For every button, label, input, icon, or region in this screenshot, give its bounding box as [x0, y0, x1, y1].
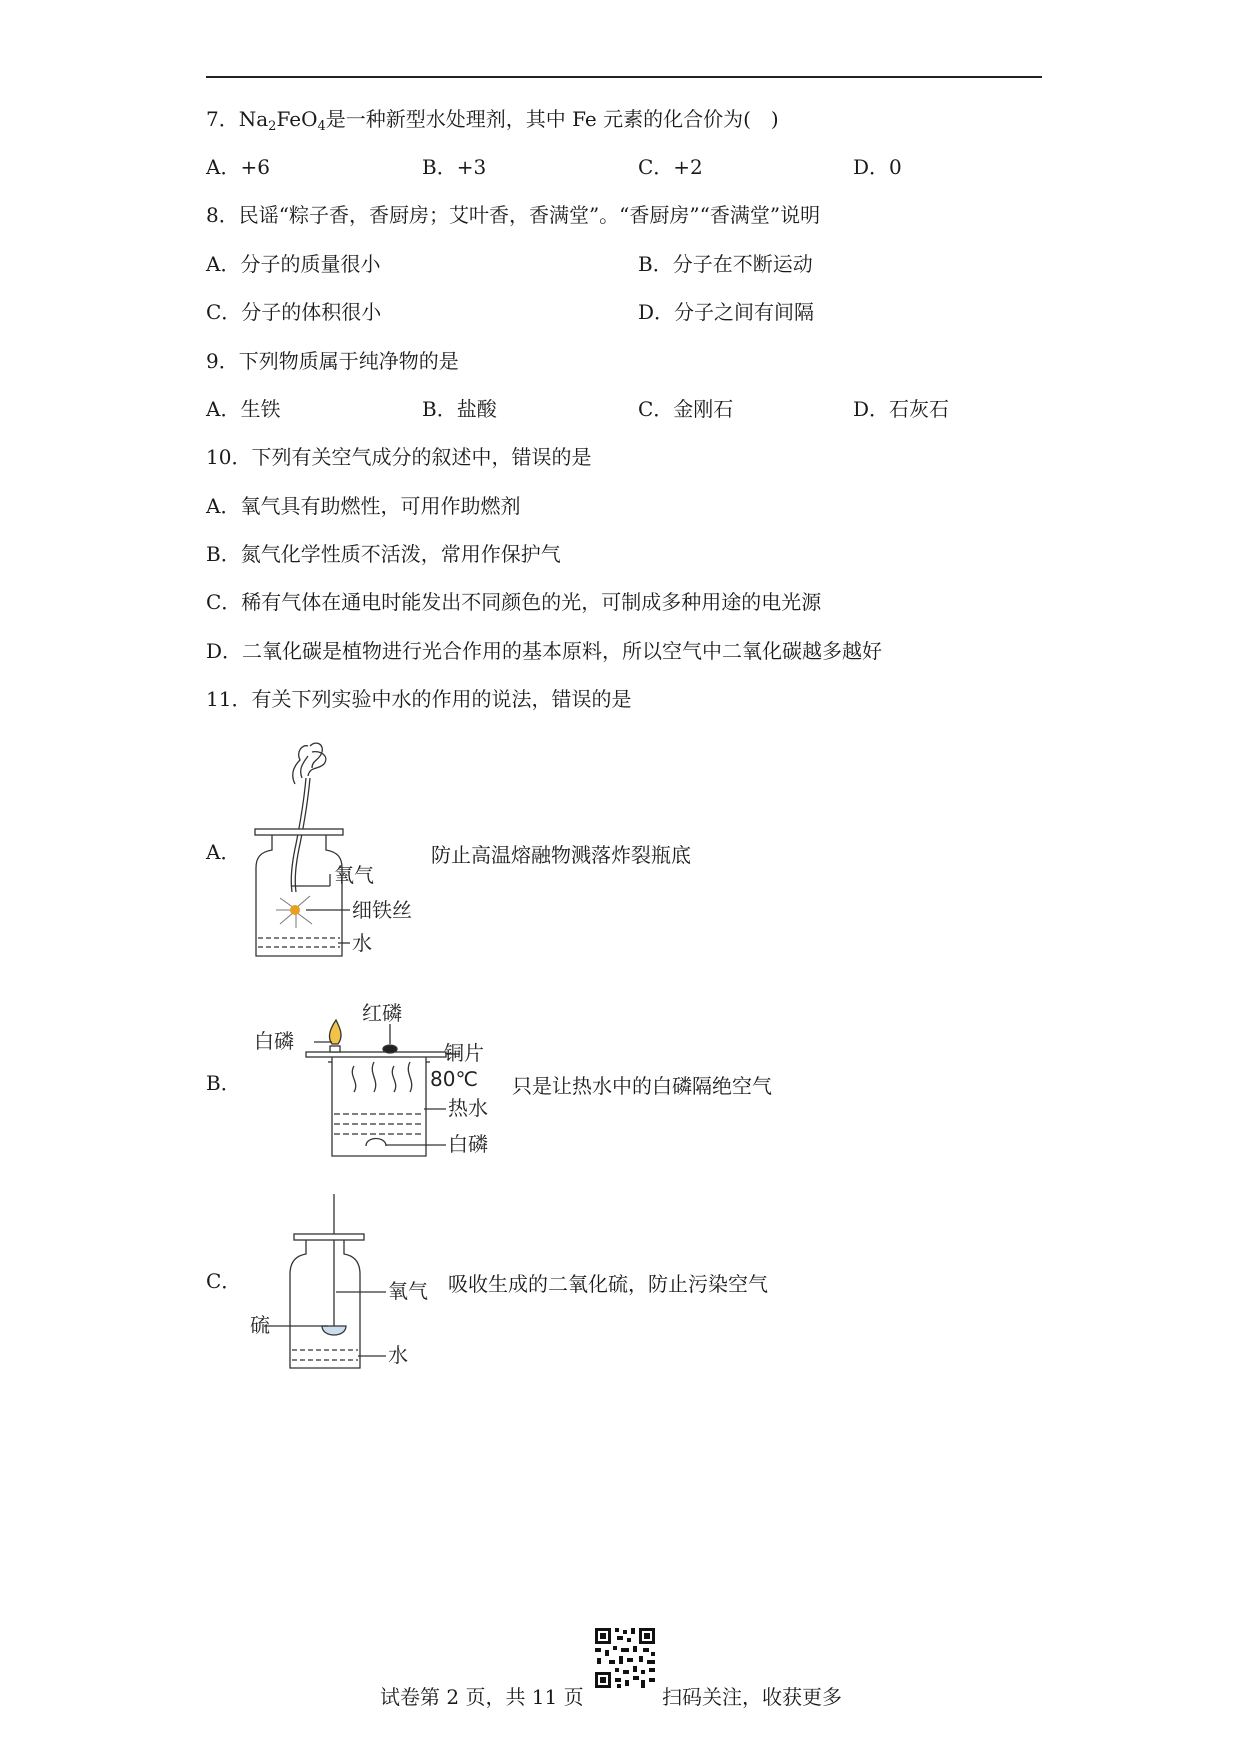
question-8-stem: 8．民谣“粽子香，香厨房；艾叶香，香满堂”。“香厨房”“香满堂”说明 — [206, 203, 821, 227]
q10-option-b[interactable]: B．氮气化学性质不活泼，常用作保护气 — [206, 542, 561, 566]
header-rule — [206, 76, 1042, 78]
q10-option-a[interactable]: A．氧气具有助燃性，可用作助燃剂 — [206, 494, 521, 518]
q9-option-a[interactable]: A．生铁 — [206, 397, 281, 421]
formula-subscript: 2 — [268, 119, 277, 134]
q11-option-b-text[interactable]: 只是让热水中的白磷隔绝空气 — [512, 1074, 772, 1098]
q10-option-c[interactable]: C．稀有气体在通电时能发出不同颜色的光，可制成多种用途的电光源 — [206, 590, 822, 614]
fig-a-label-iron-wire: 细铁丝 — [352, 898, 412, 922]
fig-a-label-water: 水 — [352, 931, 372, 955]
q11-option-c-text[interactable]: 吸收生成的二氧化硫，防止污染空气 — [448, 1272, 768, 1296]
q10-option-d[interactable]: D．二氧化碳是植物进行光合作用的基本原料，所以空气中二氧化碳越多越好 — [206, 639, 883, 663]
question-9-stem: 9．下列物质属于纯净物的是 — [206, 349, 459, 373]
fig-b-label-hot-water: 热水 — [448, 1096, 488, 1120]
q9-option-b[interactable]: B．盐酸 — [422, 397, 497, 421]
fig-c-label-oxygen: 氧气 — [388, 1279, 428, 1303]
question-7-stem — [206, 106, 779, 140]
fig-b-label-white-phosphorus-bottom: 白磷 — [448, 1132, 488, 1156]
q7-option-d[interactable]: D．0 — [853, 155, 902, 179]
q8-option-d[interactable]: D．分子之间有间隔 — [638, 300, 815, 324]
fig-b-label-temperature: 80℃ — [430, 1067, 478, 1091]
fig-b-label-white-phosphorus-top: 白磷 — [254, 1029, 294, 1053]
q8-option-c[interactable]: C．分子的体积很小 — [206, 300, 382, 324]
q7-option-c[interactable]: C．+2 — [638, 155, 703, 179]
q9-option-d[interactable]: D．石灰石 — [853, 397, 950, 421]
fig-c-label-sulfur: 硫 — [250, 1313, 270, 1337]
q7-option-a[interactable]: A．+6 — [206, 155, 270, 179]
formula-part: Na — [238, 107, 269, 131]
q9-option-c[interactable]: C．金刚石 — [638, 397, 734, 421]
fig-c-label-water: 水 — [388, 1343, 408, 1367]
q8-option-a[interactable]: A．分子的质量很小 — [206, 252, 381, 276]
q11-option-a-text[interactable]: 防止高温熔融物溅落炸裂瓶底 — [431, 843, 691, 867]
q11-option-b-letter[interactable]: B． — [206, 1071, 241, 1095]
phosphorus-combustion-figure — [254, 996, 490, 1166]
fig-b-label-red-phosphorus: 红磷 — [362, 1001, 402, 1025]
question-10-stem: 10．下列有关空气成分的叙述中，错误的是 — [206, 445, 592, 469]
question-11-stem: 11．有关下列实验中水的作用的说法，错误的是 — [206, 687, 632, 711]
burning-point — [290, 905, 300, 915]
q8-option-b[interactable]: B．分子在不断运动 — [638, 252, 813, 276]
formula-subscript: 4 — [317, 119, 326, 134]
question-text: 是一种新型水处理剂，其中 Fe 元素的化合价为( ) — [325, 107, 779, 131]
q11-option-c-letter[interactable]: C． — [206, 1269, 242, 1293]
page-number-text: 试卷第 2 页，共 11 页 — [380, 1685, 584, 1709]
fig-a-label-oxygen: 氧气 — [334, 863, 374, 887]
sulfur-combustion-figure — [250, 1192, 440, 1372]
qr-code-icon[interactable] — [593, 1626, 657, 1690]
formula-part: FeO — [276, 107, 318, 131]
promo-text: 扫码关注，收获更多 — [662, 1685, 842, 1709]
fig-b-label-copper-plate: 铜片 — [444, 1041, 484, 1065]
q7-option-b[interactable]: B．+3 — [422, 155, 487, 179]
iron-wire-combustion-figure — [250, 738, 420, 960]
q11-option-a-letter[interactable]: A． — [206, 840, 241, 864]
question-number: 7． — [206, 107, 239, 131]
